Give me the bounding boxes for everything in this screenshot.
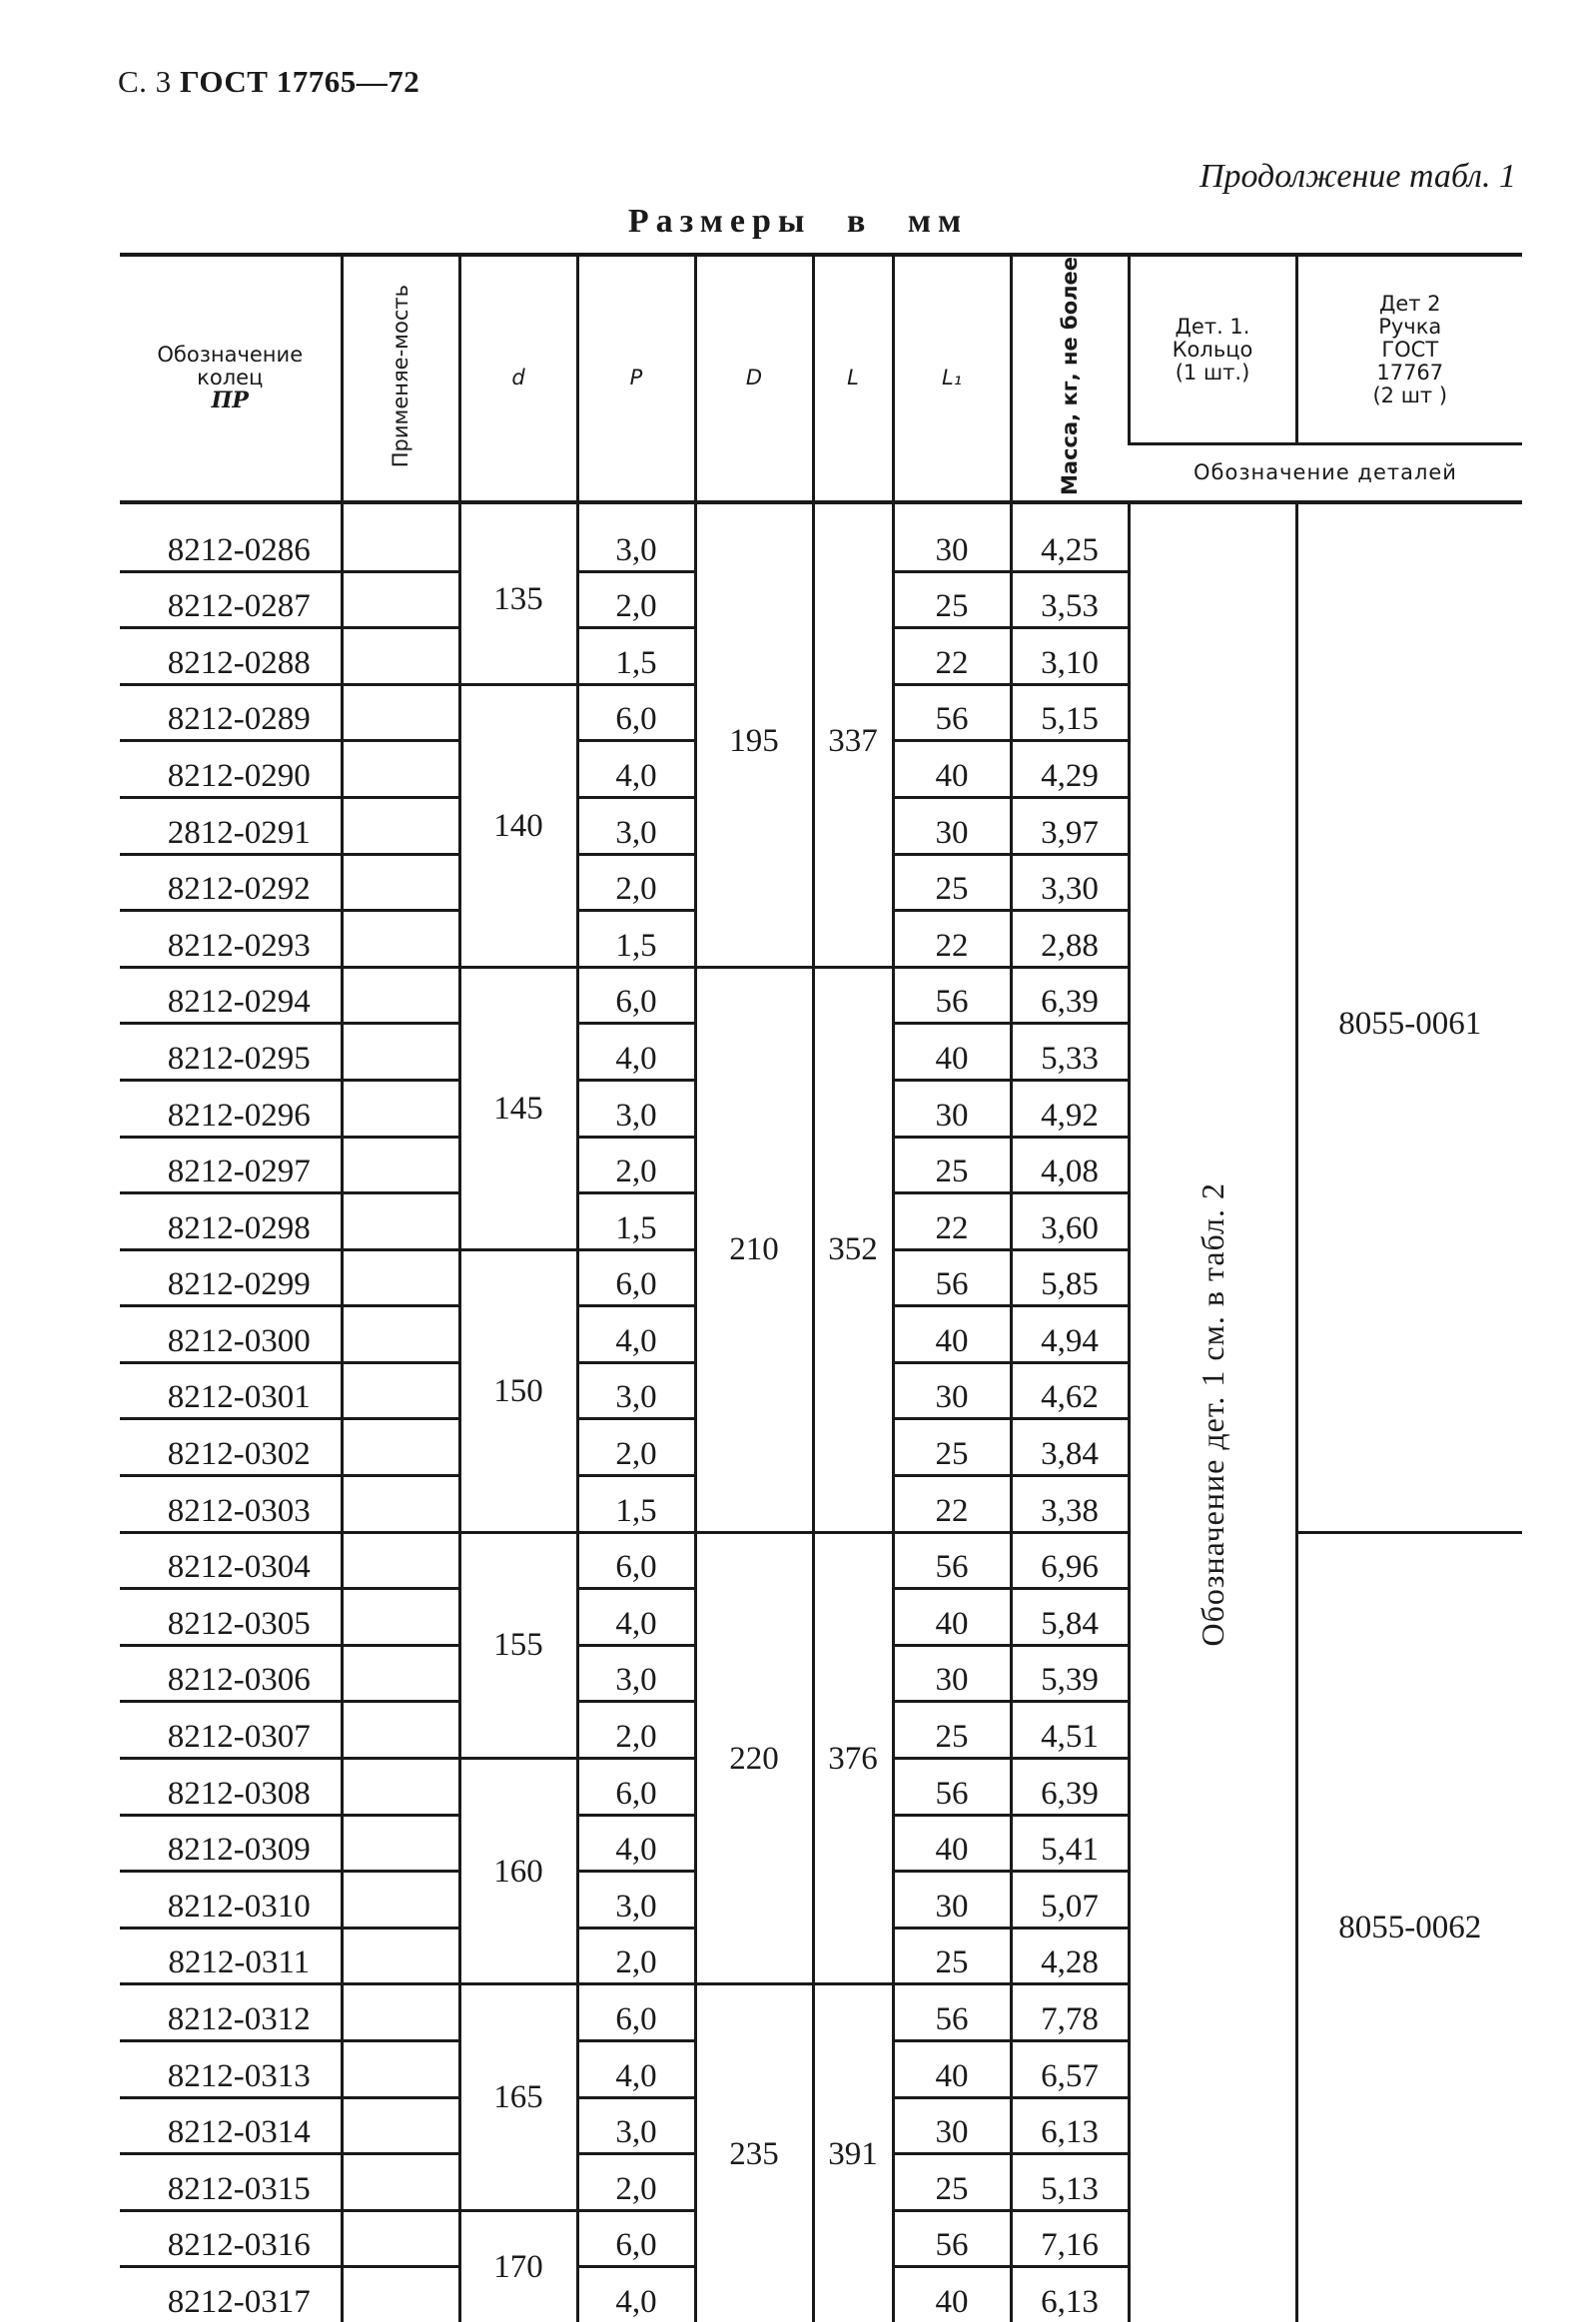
col-header-designation [120,255,342,502]
L1-value-cell: 25 [893,1702,1011,1759]
L1-value-cell: 30 [893,1080,1011,1137]
L1-value-cell: 40 [893,2041,1011,2098]
applicability-cell [342,2097,459,2154]
P-value-cell: 4,0 [577,1589,695,1646]
col-header-designation-line2: колец [197,366,264,390]
part2-designation-cell: 8055-0062 [1296,1532,1522,2322]
L1-value-cell: 22 [893,1476,1011,1533]
P-value-cell: 6,0 [577,2210,695,2267]
mass-value-cell: 5,85 [1011,1249,1129,1306]
applicability-cell [342,1532,459,1589]
L1-value-cell: 40 [893,2267,1011,2322]
ring-designation-cell: 8212-0290 [120,741,342,798]
standard-number: ГОСТ 17765—72 [179,64,420,99]
P-value-cell: 3,0 [577,516,695,571]
spacer-cell [695,502,813,516]
mass-value-cell: 5,33 [1011,1024,1129,1081]
applicability-cell [342,1759,459,1816]
mass-value-cell: 4,51 [1011,1702,1129,1759]
d-value-cell: 135 [459,516,577,684]
ring-designation-cell: 8212-0294 [120,967,342,1024]
col-header-part2-line3: ГОСТ [1381,337,1439,362]
P-value-cell: 4,0 [577,2267,695,2322]
mass-value-cell: 4,92 [1011,1080,1129,1137]
col-header-part2-line1: Дет 2 [1378,291,1441,316]
d-value-cell: 160 [459,1759,577,1984]
part1-note-text: Обозначение дет. 1 см. в табл. 2 [1195,1181,1230,1647]
L1-value-cell: 56 [893,1984,1011,2041]
ring-designation-cell: 8212-0312 [120,1984,342,2041]
applicability-cell [342,1137,459,1193]
applicability-cell [342,2267,459,2322]
page-number: С. 3 [118,64,172,99]
P-value-cell: 1,5 [577,1476,695,1533]
spacer-cell [577,502,695,516]
L1-value-cell: 25 [893,1137,1011,1193]
P-value-cell: 6,0 [577,1249,695,1306]
col-header-designation-line3: ПР [211,387,249,414]
L1-value-cell: 22 [893,1193,1011,1250]
col-header-d: d [459,255,577,502]
col-header-part2-line4: 17767 [1376,360,1444,385]
L-value-cell: 337 [813,516,893,967]
ring-designation-cell: 8212-0295 [120,1024,342,1081]
mass-value-cell: 5,39 [1011,1645,1129,1702]
L-value-cell: 391 [813,1984,893,2322]
P-value-cell: 6,0 [577,684,695,741]
L1-value-cell: 30 [893,1872,1011,1929]
spacer-cell [1296,502,1522,516]
ring-designation-cell: 8212-0293 [120,911,342,968]
page-header [118,64,419,100]
P-value-cell: 4,0 [577,2041,695,2098]
P-value-cell: 2,0 [577,1702,695,1759]
ring-designation-cell: 8212-0305 [120,1589,342,1646]
applicability-cell [342,797,459,854]
mass-value-cell: 3,97 [1011,797,1129,854]
ring-designation-cell: 8212-0297 [120,1137,342,1193]
col-header-parts-designation: Обозначение деталей [1129,444,1522,502]
applicability-cell [342,1815,459,1872]
ring-designation-cell: 8212-0317 [167,2283,311,2320]
ring-designation-cell: 8212-0287 [120,571,342,628]
col-header-part1 [1129,255,1296,444]
ring-designation-cell: 8212-0292 [120,854,342,911]
col-header-part1-line3: (1 шт.) [1175,360,1250,385]
P-value-cell: 2,0 [577,1928,695,1984]
applicability-cell [342,516,459,571]
col-header-P: P [577,255,695,502]
applicability-cell [342,571,459,628]
applicability-cell [342,1984,459,2041]
d-value-cell: 170 [459,2210,577,2322]
L1-value-cell: 25 [893,571,1011,628]
P-value-cell: 6,0 [577,967,695,1024]
applicability-cell [342,854,459,911]
rings-table [120,253,1522,2322]
col-header-applicability [342,255,459,502]
table-body [120,502,1522,2322]
mass-value-cell: 6,39 [1011,1759,1129,1816]
part2-designation-cell: 8055-0061 [1296,516,1522,1532]
spacer-cell [1129,502,1296,516]
mass-value-cell: 6,96 [1011,1532,1129,1589]
d-value-cell: 140 [459,684,577,967]
L1-value-cell: 40 [893,1589,1011,1646]
L1-value-cell: 40 [893,1024,1011,1081]
L1-value-cell: 56 [893,1532,1011,1589]
P-value-cell: 4,0 [577,1815,695,1872]
applicability-cell [342,1024,459,1081]
P-value-cell: 4,0 [577,1024,695,1081]
applicability-cell [342,1645,459,1702]
ring-designation-cell: 8212-0307 [120,1702,342,1759]
ring-designation-cell: 8212-0308 [120,1759,342,1816]
applicability-cell [342,1249,459,1306]
L1-value-cell: 56 [893,2210,1011,2267]
spacer-row [120,502,1522,516]
L1-value-cell: 30 [893,2097,1011,2154]
P-value-cell: 3,0 [577,2097,695,2154]
L1-value-cell: 25 [893,854,1011,911]
d-value-cell: 145 [459,967,577,1249]
units-word-2: в [846,203,873,240]
P-value-cell: 2,0 [577,571,695,628]
mass-value-cell: 5,41 [1011,1815,1129,1872]
ring-designation-cell: 8212-0311 [120,1928,342,1984]
units-word-3: мм [907,203,969,240]
P-value-cell: 1,5 [577,1193,695,1250]
mass-value-cell: 4,94 [1011,1306,1129,1363]
units-word-1: Размеры [627,203,812,240]
P-value-cell: 3,0 [577,1645,695,1702]
applicability-cell [342,628,459,685]
col-header-L: L [813,255,893,502]
L1-value-cell: 25 [893,2154,1011,2211]
ring-designation-cell: 2812-0291 [120,797,342,854]
L1-value-cell: 40 [893,1306,1011,1363]
spacer-cell [120,502,342,516]
mass-value-cell: 5,07 [1011,1872,1129,1929]
mass-value-cell: 5,13 [1011,2154,1129,2211]
applicability-cell [342,1306,459,1363]
L1-value-cell: 30 [893,516,1011,571]
L1-value-cell: 30 [893,1645,1011,1702]
units-caption [0,203,1596,241]
mass-value-cell: 3,60 [1011,1193,1129,1250]
applicability-cell [342,2154,459,2211]
mass-value-cell: 6,57 [1011,2041,1129,2098]
applicability-cell [342,1928,459,1984]
d-value-cell: 165 [459,1984,577,2210]
L-value-cell: 352 [813,967,893,1532]
spacer-cell [342,502,459,516]
applicability-cell [342,1702,459,1759]
L1-value-cell: 25 [893,1928,1011,1984]
table-continuation-label: Продолжение табл. 1 [1198,158,1516,195]
mass-value-cell: 6,13 [1011,2097,1129,2154]
mass-value-cell: 6,13 [1011,2267,1129,2322]
P-value-cell: 4,0 [577,1306,695,1363]
P-value-cell: 3,0 [577,1872,695,1929]
P-value-cell: 6,0 [577,1759,695,1816]
d-value-cell: 155 [459,1532,577,1758]
mass-value-cell: 3,84 [1011,1419,1129,1476]
col-header-part2-line5: (2 шт ) [1372,383,1448,407]
mass-value-cell: 3,10 [1011,628,1129,685]
d-value-cell: 150 [459,1249,577,1532]
col-header-L1: L₁ [893,255,1011,502]
table-row [120,516,1522,571]
ring-designation-cell: 8212-0306 [120,1645,342,1702]
P-value-cell: 2,0 [577,1419,695,1476]
L1-value-cell: 56 [893,967,1011,1024]
spacer-cell [813,502,893,516]
ring-designation-cell: 8212-0286 [120,516,342,571]
D-value-cell: 195 [695,516,813,967]
mass-value-cell: 4,29 [1011,741,1129,798]
applicability-cell [342,911,459,968]
L1-value-cell: 40 [893,741,1011,798]
mass-value-cell: 7,16 [1011,2210,1129,2267]
L1-value-cell: 22 [893,911,1011,968]
L1-value-cell: 56 [893,1249,1011,1306]
ring-designation-cell: 8212-0314 [120,2097,342,2154]
ring-designation-cell: 8212-0300 [120,1306,342,1363]
P-value-cell: 2,0 [577,854,695,911]
table-row [120,1532,1522,1589]
applicability-cell [342,1193,459,1250]
P-value-cell: 3,0 [577,1080,695,1137]
applicability-cell [342,1476,459,1533]
mass-value-cell: 4,28 [1011,1928,1129,1984]
mass-value-cell: 3,30 [1011,854,1129,911]
P-value-cell: 2,0 [577,1137,695,1193]
applicability-cell [342,967,459,1024]
ring-designation-cell: 8212-0298 [120,1193,342,1250]
part1-note-cell [1129,516,1296,2322]
col-header-mass [1011,255,1129,502]
L1-value-cell: 30 [893,797,1011,854]
P-value-cell: 1,5 [577,911,695,968]
spacer-cell [893,502,1011,516]
mass-value-cell: 5,84 [1011,1589,1129,1646]
ring-designation-cell: 8212-0288 [120,628,342,685]
applicability-cell [342,1419,459,1476]
P-value-cell: 3,0 [577,797,695,854]
col-header-part2 [1296,255,1522,444]
col-header-mass-text: Масса, кг, не более [1057,257,1082,495]
D-value-cell: 235 [695,1984,813,2322]
ring-designation-cell: 8212-0313 [120,2041,342,2098]
mass-value-cell: 4,25 [1011,516,1129,571]
mass-value-cell: 6,39 [1011,967,1129,1024]
P-value-cell: 1,5 [577,628,695,685]
applicability-cell [342,1872,459,1929]
col-header-part1-line2: Кольцо [1172,337,1253,362]
mass-value-cell: 4,62 [1011,1362,1129,1419]
applicability-cell [342,1362,459,1419]
ring-designation-cell: 8212-0310 [120,1872,342,1929]
P-value-cell: 3,0 [577,1362,695,1419]
spacer-cell [1011,502,1129,516]
col-header-part2-line2: Ручка [1378,314,1442,339]
L1-value-cell: 56 [893,684,1011,741]
col-header-D: D [695,255,813,502]
applicability-cell [342,1080,459,1137]
ring-designation-cell: 8212-0304 [120,1532,342,1589]
mass-value-cell: 5,15 [1011,684,1129,741]
mass-value-cell: 4,08 [1011,1137,1129,1193]
ring-designation-cell: 8212-0296 [120,1080,342,1137]
ring-designation-cell: 8212-0301 [120,1362,342,1419]
L1-value-cell: 56 [893,1759,1011,1816]
L1-value-cell: 30 [893,1362,1011,1419]
ring-designation-cell: 8212-0316 [120,2210,342,2267]
D-value-cell: 220 [695,1532,813,1984]
P-value-cell: 6,0 [577,1532,695,1589]
mass-value-cell: 7,78 [1011,1984,1129,2041]
D-value-cell: 210 [695,967,813,1532]
P-value-cell: 2,0 [577,2154,695,2211]
ring-designation-cell: 8212-0289 [120,684,342,741]
applicability-cell [342,2041,459,2098]
L1-value-cell: 40 [893,1815,1011,1872]
ring-designation-cell: 8212-0309 [120,1815,342,1872]
ring-designation-cell: 8212-0299 [120,1249,342,1306]
col-header-applicability-text: Применяе-мость [388,284,412,468]
applicability-cell [342,1589,459,1646]
applicability-cell [342,741,459,798]
spacer-cell [459,502,577,516]
mass-value-cell: 2,88 [1011,911,1129,968]
ring-designation-cell: 8212-0303 [120,1476,342,1533]
applicability-cell [342,2210,459,2267]
mass-value-cell: 3,53 [1011,571,1129,628]
P-value-cell: 4,0 [577,741,695,798]
ring-designation-cell: 8212-0315 [120,2154,342,2211]
L1-value-cell: 25 [893,1419,1011,1476]
P-value-cell: 6,0 [577,1984,695,2041]
col-header-part1-line1: Дет. 1. [1175,314,1250,339]
L-value-cell: 376 [813,1532,893,1984]
mass-value-cell: 3,38 [1011,1476,1129,1533]
L1-value-cell: 22 [893,628,1011,685]
ring-designation-cell: 8212-0302 [120,1419,342,1476]
col-header-designation-line1: Обозначение [157,343,304,368]
applicability-cell [342,684,459,741]
